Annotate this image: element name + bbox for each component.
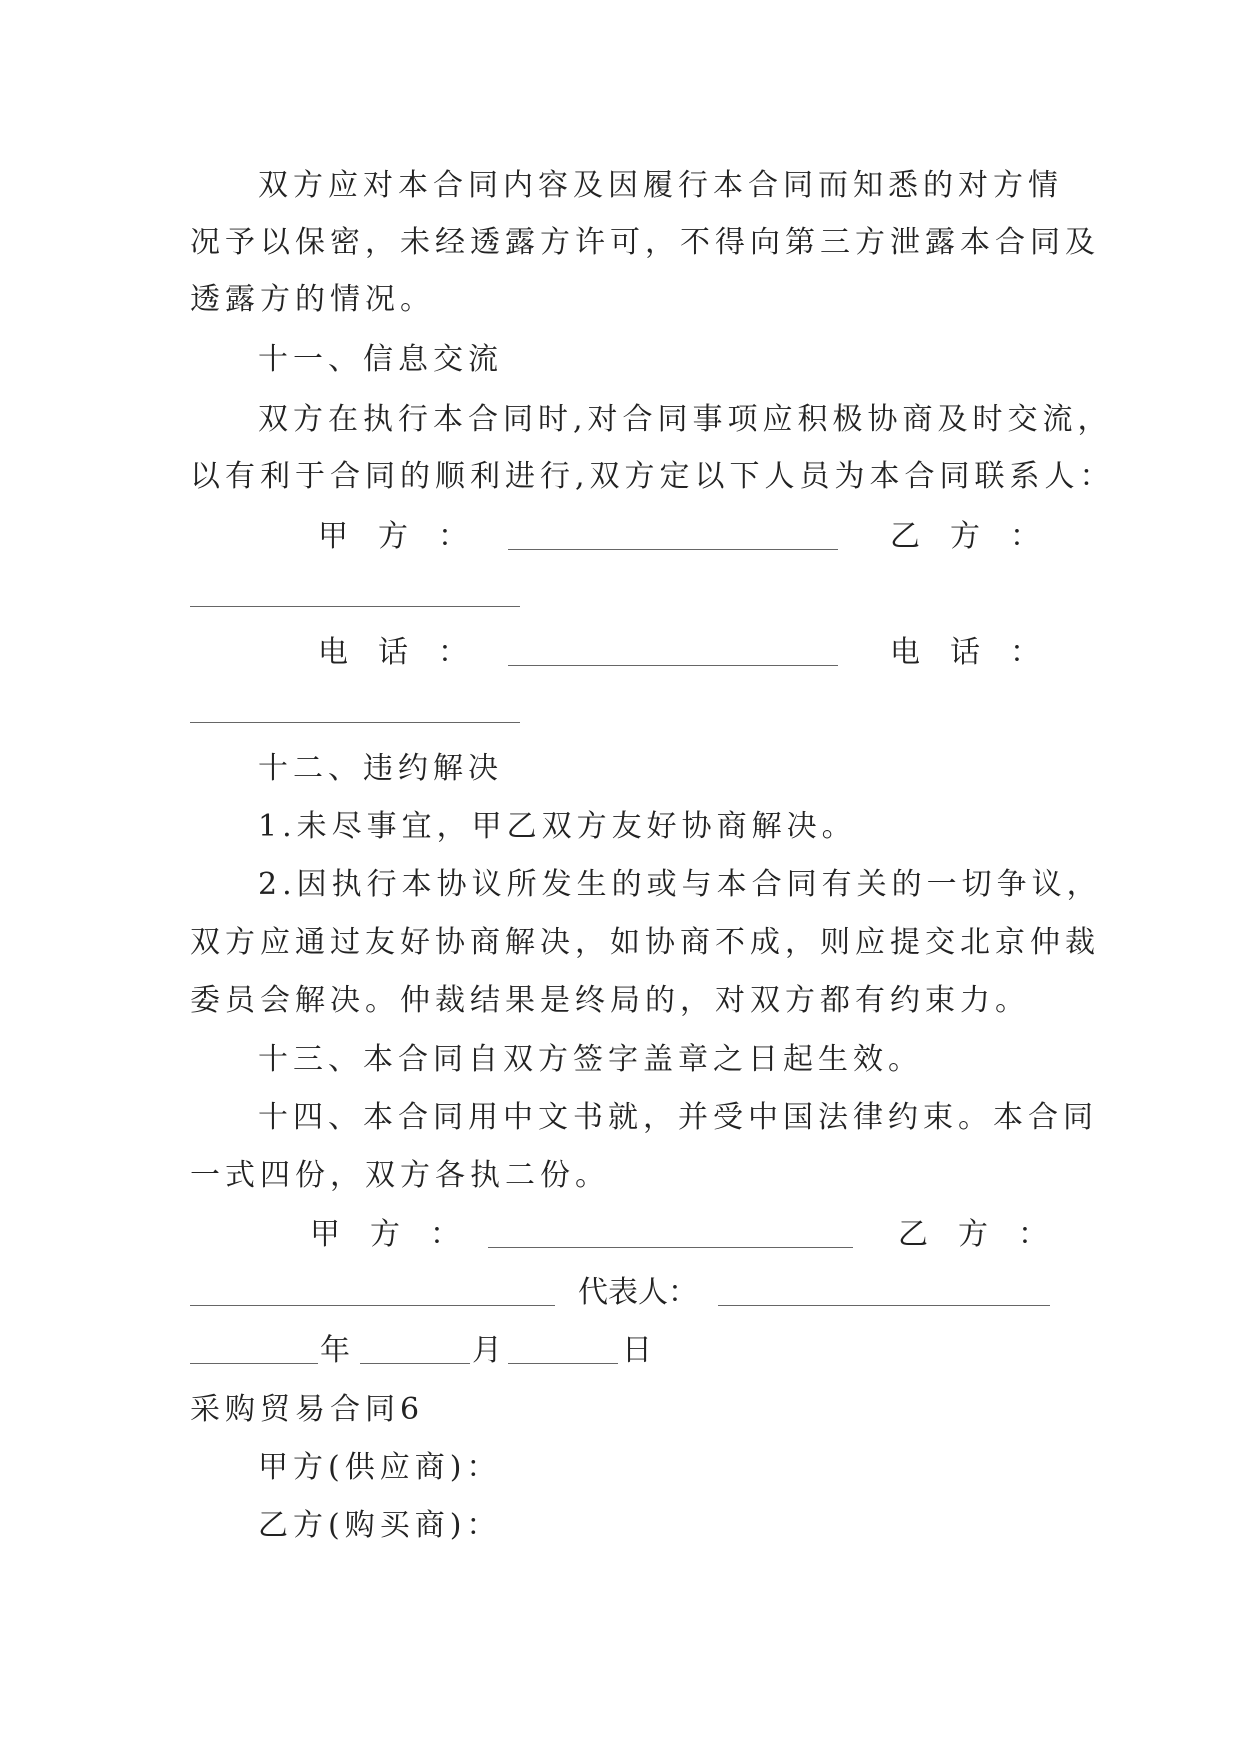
section12-item2-line-1: 2.因执行本协议所发生的或与本合同有关的一切争议，: [258, 867, 1102, 902]
next-party-b: 乙方(购买商)：: [258, 1508, 502, 1543]
contact-party-row: [190, 517, 1050, 557]
section13: 十三、本合同自双方签字盖章之日起生效。: [258, 1042, 923, 1077]
section11-body-line-1: 双方在执行本合同时,对合同事项应积极协商及时交流，: [258, 402, 1113, 437]
date-year-blank[interactable]: [190, 1363, 318, 1364]
date-month-blank[interactable]: [360, 1363, 470, 1364]
section14-line-2: 一式四份，双方各执二份。: [190, 1158, 610, 1193]
contact-party-b-label: 乙 方 ：: [890, 519, 1040, 554]
sign-representative-label: 代表人：: [578, 1275, 698, 1310]
section11-body-line-2: 以有利于合同的顺利进行,双方定以下人员为本合同联系人：: [190, 459, 1115, 494]
date-day-blank[interactable]: [508, 1363, 618, 1364]
section12-item2-line-2: 双方应通过友好协商解决，如协商不成，则应提交北京仲裁: [190, 925, 1100, 960]
section14-line-1: 十四、本合同用中文书就，并受中国法律约束。本合同: [258, 1100, 1098, 1135]
contact-party-a-label: 甲 方 ：: [318, 519, 468, 554]
contact-phone-a-blank[interactable]: [508, 665, 838, 666]
contact-party-a-blank[interactable]: [508, 549, 838, 550]
sign-party-b-label: 乙 方 ：: [898, 1217, 1048, 1252]
next-contract-title: 采购贸易合同6: [190, 1392, 425, 1427]
contact-phone-b-label: 电 话 ：: [890, 635, 1040, 670]
sign-representative-blank[interactable]: [718, 1305, 1050, 1306]
contact-party-b-blank[interactable]: [190, 606, 520, 607]
sign-party-a-label: 甲 方 ：: [310, 1217, 460, 1252]
section12-item1: 1.未尽事宜，甲乙双方友好协商解决。: [258, 809, 857, 844]
sign-party-b-blank[interactable]: [190, 1305, 555, 1306]
date-day-label: 日: [622, 1333, 652, 1368]
confidentiality-line-2: 况予以保密，未经透露方许可，不得向第三方泄露本合同及: [190, 225, 1100, 260]
sign-party-a-blank[interactable]: [488, 1247, 853, 1248]
date-month-label: 月: [472, 1333, 502, 1368]
contact-phone-b-blank[interactable]: [190, 722, 520, 723]
section12-title: 十二、违约解决: [258, 751, 503, 786]
signature-representative-row: [190, 1273, 1050, 1313]
contact-phone-row: [190, 633, 1050, 673]
date-year-label: 年: [320, 1333, 350, 1368]
contact-phone-a-label: 电 话 ：: [318, 635, 468, 670]
section12-item2-line-3: 委员会解决。仲裁结果是终局的，对双方都有约束力。: [190, 983, 1030, 1018]
next-party-a: 甲方(供应商)：: [258, 1450, 502, 1485]
confidentiality-line-1: 双方应对本合同内容及因履行本合同而知悉的对方情: [258, 168, 1063, 203]
section11-title: 十一、信息交流: [258, 342, 503, 377]
signature-party-row: [190, 1215, 1050, 1255]
confidentiality-line-3: 透露方的情况。: [190, 282, 435, 317]
date-row: [190, 1331, 1050, 1371]
